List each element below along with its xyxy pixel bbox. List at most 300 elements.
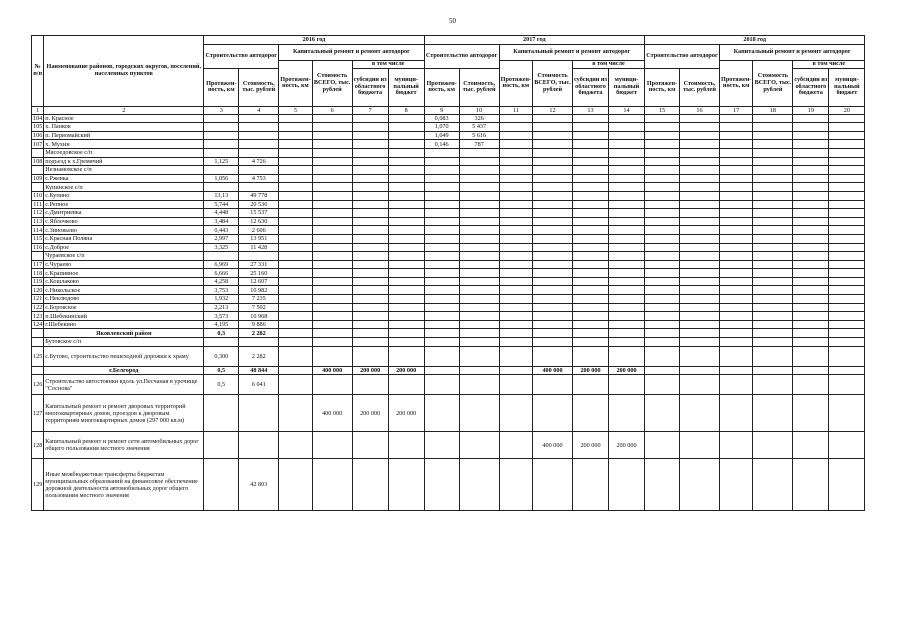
table-row	[32, 269, 865, 278]
cell-col-8	[388, 217, 424, 226]
cell-col-13	[573, 183, 609, 192]
cell-col-9	[424, 312, 459, 321]
cell-col-10	[459, 157, 499, 166]
cell-col-16	[680, 140, 720, 149]
cell-col-16	[680, 320, 720, 329]
row-number: 110	[33, 192, 43, 200]
row-number	[32, 166, 44, 175]
cell-col-8	[388, 243, 424, 252]
cell-col-4: 10 968	[239, 312, 279, 321]
cell-col-15	[645, 114, 680, 123]
cell-col-4: 2 606	[239, 226, 279, 235]
row-name: Строительство автостоянки вдоль ул.Песчаная в урочище "Соснова"	[44, 375, 204, 395]
table-row	[32, 252, 865, 261]
cell-col-11	[499, 217, 532, 226]
cell-col-10	[459, 346, 499, 366]
cell-col-15	[645, 200, 680, 209]
cell-col-5	[279, 295, 312, 304]
table-row	[32, 432, 865, 459]
cell-col-17	[720, 157, 753, 166]
cell-col-17	[720, 209, 753, 218]
cell-col-16	[680, 432, 720, 459]
cell-col-18	[753, 269, 793, 278]
cell-col-5	[279, 346, 312, 366]
cell-col-14	[609, 329, 645, 338]
cell-col-17	[720, 234, 753, 243]
cell-col-13: 200 000	[573, 432, 609, 459]
row-number: 121	[33, 295, 43, 303]
cell-col-3	[204, 166, 239, 175]
cell-col-10	[459, 312, 499, 321]
cell-col-15	[645, 217, 680, 226]
cell-col-6	[312, 295, 352, 304]
cell-col-7	[352, 200, 388, 209]
cell-col-14	[609, 166, 645, 175]
cell-col-11	[499, 157, 532, 166]
cell-col-3	[204, 432, 239, 459]
cell-col-6	[312, 114, 352, 123]
road-program-table	[31, 35, 865, 511]
row-number: 111	[33, 200, 43, 208]
cell-col-15	[645, 123, 680, 132]
cell-col-11	[499, 432, 532, 459]
cell-col-16	[680, 295, 720, 304]
cell-col-15	[645, 459, 680, 511]
cell-col-12	[533, 375, 573, 395]
cell-col-14	[609, 123, 645, 132]
table-row	[32, 366, 865, 375]
cell-col-7	[352, 277, 388, 286]
cell-col-5	[279, 459, 312, 511]
row-number: 115	[33, 235, 43, 243]
cell-col-19	[793, 346, 829, 366]
cell-col-13	[573, 234, 609, 243]
cell-col-13	[573, 295, 609, 304]
cell-col-7	[352, 286, 388, 295]
cell-col-11	[499, 395, 532, 432]
cell-col-8	[388, 320, 424, 329]
column-number: 11	[499, 106, 532, 114]
cell-col-4: 7 502	[239, 303, 279, 312]
cell-col-12	[533, 338, 573, 347]
cell-col-5	[279, 174, 312, 183]
cell-col-20	[829, 395, 865, 432]
cell-col-8	[388, 140, 424, 149]
cell-col-16	[680, 234, 720, 243]
cell-col-10	[459, 191, 499, 200]
cell-col-14	[609, 157, 645, 166]
header-con-length: Протяжен-ность, км	[645, 68, 680, 106]
cell-col-3: 13,13	[204, 191, 239, 200]
cell-col-10	[459, 366, 499, 375]
cell-col-6	[312, 234, 352, 243]
cell-col-11	[499, 252, 532, 261]
cell-col-8	[388, 174, 424, 183]
cell-col-15	[645, 252, 680, 261]
cell-col-16	[680, 191, 720, 200]
row-number: 117	[33, 260, 43, 268]
row-number	[32, 183, 44, 192]
cell-col-10	[459, 269, 499, 278]
cell-col-13	[573, 123, 609, 132]
row-number: 124	[33, 321, 43, 329]
cell-col-10	[459, 166, 499, 175]
cell-col-9	[424, 260, 459, 269]
column-number: 6	[312, 106, 352, 114]
header-capital: Капитальный ремонт и ремонт автодорог	[279, 45, 424, 61]
cell-col-13	[573, 459, 609, 511]
cell-col-8	[388, 459, 424, 511]
cell-col-17	[720, 140, 753, 149]
table-row	[32, 286, 865, 295]
cell-col-7	[352, 209, 388, 218]
column-number: 4	[239, 106, 279, 114]
row-name: Капитальный ремонт и ремонт сети автомобильных дорог общего пользования местного значения	[44, 432, 204, 459]
cell-col-11	[499, 375, 532, 395]
cell-col-4: 2 282	[239, 329, 279, 338]
cell-col-19	[793, 157, 829, 166]
cell-col-15	[645, 375, 680, 395]
cell-col-17	[720, 346, 753, 366]
cell-col-11	[499, 226, 532, 235]
cell-col-3: 0,300	[204, 346, 239, 366]
header-year-2017: 2017 год	[424, 36, 644, 45]
cell-col-12	[533, 114, 573, 123]
cell-col-11	[499, 269, 532, 278]
cell-col-19	[793, 252, 829, 261]
row-name: Яковлевский район	[44, 329, 204, 338]
cell-col-20	[829, 320, 865, 329]
cell-col-18	[753, 320, 793, 329]
cell-col-4	[239, 148, 279, 157]
cell-col-15	[645, 157, 680, 166]
row-name: с.Неклюдово	[44, 295, 204, 304]
cell-col-19	[793, 338, 829, 347]
cell-col-8	[388, 375, 424, 395]
cell-col-5	[279, 312, 312, 321]
cell-col-3: 2,213	[204, 303, 239, 312]
cell-col-20	[829, 252, 865, 261]
table-row	[32, 166, 865, 175]
row-number: 126	[32, 375, 44, 395]
table-row	[32, 140, 865, 149]
cell-col-20	[829, 209, 865, 218]
cell-col-12	[533, 217, 573, 226]
cell-col-4: 12 630	[239, 217, 279, 226]
cell-col-6	[312, 260, 352, 269]
cell-col-5	[279, 338, 312, 347]
table-row	[32, 131, 865, 140]
cell-col-8	[388, 303, 424, 312]
cell-col-17	[720, 217, 753, 226]
cell-col-10	[459, 217, 499, 226]
cell-col-6	[312, 277, 352, 286]
cell-col-10	[459, 320, 499, 329]
cell-col-17	[720, 114, 753, 123]
cell-col-14	[609, 260, 645, 269]
cell-col-5	[279, 131, 312, 140]
header-cap-cost: Стоимость ВСЕГО, тыс. рублей	[753, 61, 793, 107]
cell-col-18	[753, 157, 793, 166]
cell-col-20	[829, 148, 865, 157]
cell-col-18	[753, 303, 793, 312]
cell-col-9	[424, 346, 459, 366]
cell-col-10	[459, 234, 499, 243]
cell-col-13	[573, 217, 609, 226]
cell-col-7	[352, 346, 388, 366]
cell-col-5	[279, 226, 312, 235]
cell-col-18	[753, 329, 793, 338]
cell-col-12	[533, 209, 573, 218]
cell-col-17	[720, 375, 753, 395]
table-row	[32, 157, 865, 166]
cell-col-16	[680, 303, 720, 312]
cell-col-5	[279, 209, 312, 218]
column-number: 2	[44, 106, 204, 114]
cell-col-7	[352, 459, 388, 511]
cell-col-19	[793, 395, 829, 432]
cell-col-19	[793, 303, 829, 312]
cell-col-6	[312, 252, 352, 261]
cell-col-18	[753, 260, 793, 269]
cell-col-14	[609, 131, 645, 140]
table-header	[32, 36, 865, 115]
cell-col-4: 4 753	[239, 174, 279, 183]
cell-col-13	[573, 252, 609, 261]
row-name: г.Белгород	[44, 366, 204, 375]
cell-col-8	[388, 191, 424, 200]
cell-col-14	[609, 174, 645, 183]
row-number: 107	[33, 140, 43, 148]
row-number: 119	[33, 278, 43, 286]
cell-col-14	[609, 209, 645, 218]
cell-col-17	[720, 252, 753, 261]
cell-col-10	[459, 200, 499, 209]
cell-col-7	[352, 329, 388, 338]
cell-col-3: 1,056	[204, 174, 239, 183]
cell-col-8	[388, 200, 424, 209]
cell-col-11	[499, 295, 532, 304]
row-name: с.Крапивное	[44, 269, 204, 278]
cell-col-3	[204, 140, 239, 149]
cell-col-5	[279, 157, 312, 166]
row-number: 123	[33, 312, 43, 320]
cell-col-20	[829, 375, 865, 395]
cell-col-19	[793, 320, 829, 329]
cell-col-17	[720, 166, 753, 175]
cell-col-20	[829, 191, 865, 200]
cell-col-13	[573, 166, 609, 175]
cell-col-11	[499, 459, 532, 511]
cell-col-5	[279, 252, 312, 261]
cell-col-20	[829, 312, 865, 321]
cell-col-17	[720, 432, 753, 459]
cell-col-17	[720, 320, 753, 329]
cell-col-14	[609, 277, 645, 286]
cell-col-6	[312, 209, 352, 218]
cell-col-19	[793, 217, 829, 226]
cell-col-10	[459, 209, 499, 218]
cell-col-15	[645, 140, 680, 149]
cell-col-8	[388, 329, 424, 338]
cell-col-3: 2,997	[204, 234, 239, 243]
cell-col-5	[279, 286, 312, 295]
cell-col-3: 5,744	[204, 200, 239, 209]
table-row	[32, 277, 865, 286]
row-number: 109	[33, 175, 43, 183]
cell-col-5	[279, 303, 312, 312]
cell-col-16	[680, 277, 720, 286]
cell-col-16	[680, 286, 720, 295]
column-number: 17	[720, 106, 753, 114]
cell-col-13	[573, 346, 609, 366]
cell-col-13	[573, 226, 609, 235]
cell-col-19	[793, 166, 829, 175]
cell-col-3: 1,125	[204, 157, 239, 166]
cell-col-7	[352, 312, 388, 321]
cell-col-16	[680, 209, 720, 218]
cell-col-12	[533, 303, 573, 312]
cell-col-16	[680, 123, 720, 132]
cell-col-10	[459, 432, 499, 459]
column-number: 10	[459, 106, 499, 114]
cell-col-11	[499, 183, 532, 192]
cell-col-11	[499, 131, 532, 140]
cell-col-6	[312, 174, 352, 183]
cell-col-17	[720, 243, 753, 252]
cell-col-19	[793, 209, 829, 218]
cell-col-20	[829, 234, 865, 243]
table-row	[32, 226, 865, 235]
cell-col-6	[312, 346, 352, 366]
cell-col-14	[609, 303, 645, 312]
cell-col-3	[204, 131, 239, 140]
cell-col-13	[573, 140, 609, 149]
cell-col-9	[424, 148, 459, 157]
cell-col-10: 787	[459, 140, 499, 149]
cell-col-10: 5 616	[459, 131, 499, 140]
cell-col-4	[239, 166, 279, 175]
cell-col-12	[533, 286, 573, 295]
cell-col-6	[312, 243, 352, 252]
cell-col-20	[829, 303, 865, 312]
row-number: 106	[33, 132, 43, 140]
cell-col-19	[793, 286, 829, 295]
cell-col-5	[279, 269, 312, 278]
cell-col-20	[829, 432, 865, 459]
cell-col-7	[352, 123, 388, 132]
cell-col-8	[388, 209, 424, 218]
row-number: 113	[33, 218, 43, 226]
row-number	[32, 366, 44, 375]
cell-col-5	[279, 395, 312, 432]
cell-col-14	[609, 320, 645, 329]
cell-col-9	[424, 183, 459, 192]
header-subsidy: субсидии из областного бюджета	[573, 68, 609, 106]
cell-col-20	[829, 338, 865, 347]
cell-col-11	[499, 366, 532, 375]
header-con-cost: Стоимость, тыс. рублей	[459, 68, 499, 106]
cell-col-16	[680, 157, 720, 166]
cell-col-12	[533, 277, 573, 286]
cell-col-11	[499, 174, 532, 183]
cell-col-18	[753, 234, 793, 243]
cell-col-19	[793, 375, 829, 395]
table-row	[32, 312, 865, 321]
cell-col-6: 400 000	[312, 395, 352, 432]
cell-col-18	[753, 432, 793, 459]
cell-col-3	[204, 183, 239, 192]
cell-col-20	[829, 226, 865, 235]
cell-col-17	[720, 329, 753, 338]
table-row	[32, 375, 865, 395]
cell-col-10	[459, 148, 499, 157]
cell-col-20	[829, 329, 865, 338]
cell-col-18	[753, 277, 793, 286]
row-number: 127	[32, 395, 44, 432]
cell-col-14	[609, 312, 645, 321]
cell-col-17	[720, 226, 753, 235]
header-subsidy: субсидии из областного бюджета	[352, 68, 388, 106]
cell-col-3: 0,443	[204, 226, 239, 235]
cell-col-7	[352, 157, 388, 166]
cell-col-18	[753, 243, 793, 252]
table-row	[32, 114, 865, 123]
cell-col-17	[720, 459, 753, 511]
cell-col-8	[388, 226, 424, 235]
cell-col-4: 13 951	[239, 234, 279, 243]
cell-col-14	[609, 148, 645, 157]
cell-col-19	[793, 366, 829, 375]
cell-col-7	[352, 269, 388, 278]
cell-col-5	[279, 234, 312, 243]
cell-col-12	[533, 166, 573, 175]
cell-col-20	[829, 157, 865, 166]
table-row	[32, 303, 865, 312]
cell-col-9	[424, 191, 459, 200]
cell-col-10	[459, 226, 499, 235]
row-name: п.Шебекинский	[44, 312, 204, 321]
table-row	[32, 183, 865, 192]
cell-col-19	[793, 200, 829, 209]
cell-col-4	[239, 140, 279, 149]
cell-col-8	[388, 312, 424, 321]
cell-col-19	[793, 174, 829, 183]
cell-col-6: 400 000	[312, 366, 352, 375]
row-number: 108	[33, 157, 43, 165]
table-row	[32, 191, 865, 200]
cell-col-10	[459, 395, 499, 432]
cell-col-4: 20 536	[239, 200, 279, 209]
cell-col-15	[645, 395, 680, 432]
cell-col-7	[352, 260, 388, 269]
cell-col-4	[239, 114, 279, 123]
cell-col-9	[424, 375, 459, 395]
cell-col-4: 4 726	[239, 157, 279, 166]
cell-col-15	[645, 329, 680, 338]
cell-col-8	[388, 277, 424, 286]
cell-col-8	[388, 432, 424, 459]
cell-col-14	[609, 217, 645, 226]
cell-col-4	[239, 252, 279, 261]
row-name: с.Красная Поляна	[44, 234, 204, 243]
cell-col-6	[312, 157, 352, 166]
cell-col-6	[312, 329, 352, 338]
cell-col-11	[499, 148, 532, 157]
cell-col-17	[720, 338, 753, 347]
cell-col-10	[459, 183, 499, 192]
cell-col-8	[388, 157, 424, 166]
